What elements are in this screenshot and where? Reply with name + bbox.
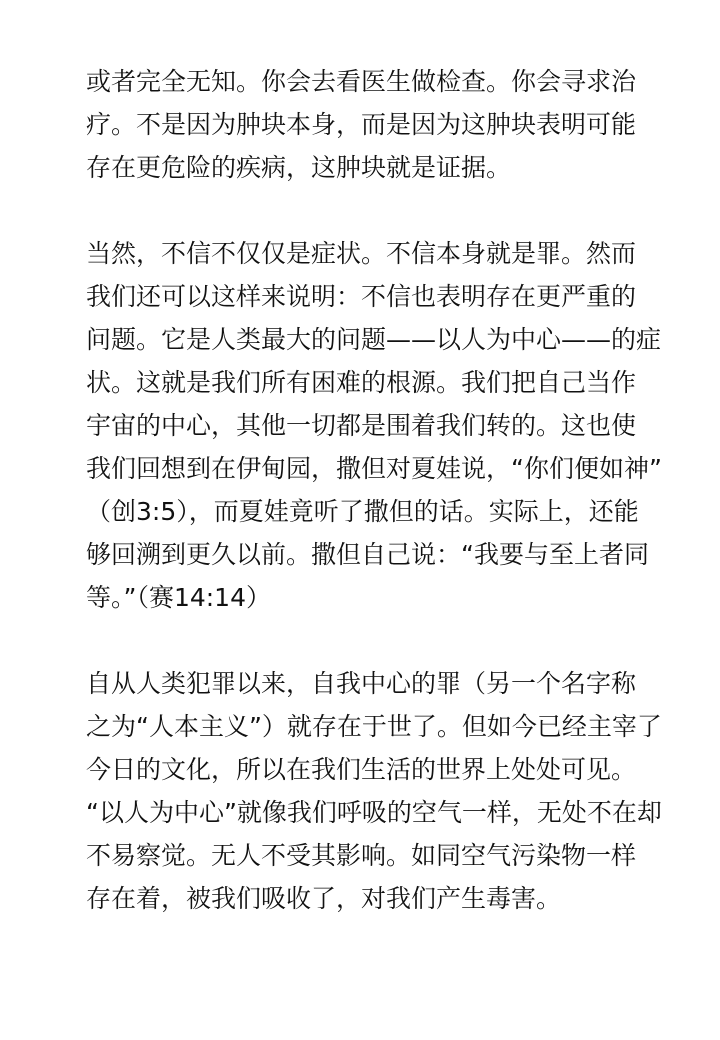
- paragraph-spacer: [86, 619, 646, 662]
- text-line: 宇宙的中心，其他一切都是围着我们转的。这也使: [86, 411, 637, 440]
- text-line: 之为“人本主义”）就存在于世了。但如今已经主宰了: [86, 712, 662, 741]
- text-line: 疗。不是因为肿块本身，而是因为这肿块表明可能: [86, 110, 637, 139]
- text-line: 问题。它是人类最大的问题——以人为中心——的症: [86, 325, 662, 354]
- paragraph-spacer: [86, 189, 646, 232]
- text-line: “以人为中心”就像我们呼吸的空气一样，无处不在却: [86, 798, 662, 827]
- text-line: 存在更危险的疾病，这肿块就是证据。: [86, 153, 512, 182]
- paragraph-3: [86, 662, 662, 920]
- text-line: 够回溯到更久以前。撒但自己说：“我要与至上者同: [86, 540, 649, 569]
- text-line: 当然，不信不仅仅是症状。不信本身就是罪。然而: [86, 239, 637, 268]
- document-body: [86, 60, 662, 920]
- text-line: 等。”（赛14:14）: [86, 583, 271, 612]
- text-line: 今日的文化，所以在我们生活的世界上处处可见。: [86, 755, 637, 784]
- text-line: 状。这就是我们所有困难的根源。我们把自己当作: [86, 368, 637, 397]
- paragraph-2: [86, 232, 662, 619]
- text-line: 存在着，被我们吸收了，对我们产生毒害。: [86, 884, 562, 913]
- text-line: 自从人类犯罪以来，自我中心的罪（另一个名字称: [86, 669, 637, 698]
- text-line: 我们还可以这样来说明：不信也表明存在更严重的: [86, 282, 637, 311]
- text-line: 我们回想到在伊甸园，撒但对夏娃说，“你们便如神”: [86, 454, 662, 483]
- paragraph-1: [86, 60, 646, 189]
- text-line: （创3:5），而夏娃竟听了撒但的话。实际上，还能: [86, 497, 639, 526]
- text-line: 或者完全无知。你会去看医生做检查。你会寻求治: [86, 67, 637, 96]
- text-line: 不易察觉。无人不受其影响。如同空气污染物一样: [86, 841, 637, 870]
